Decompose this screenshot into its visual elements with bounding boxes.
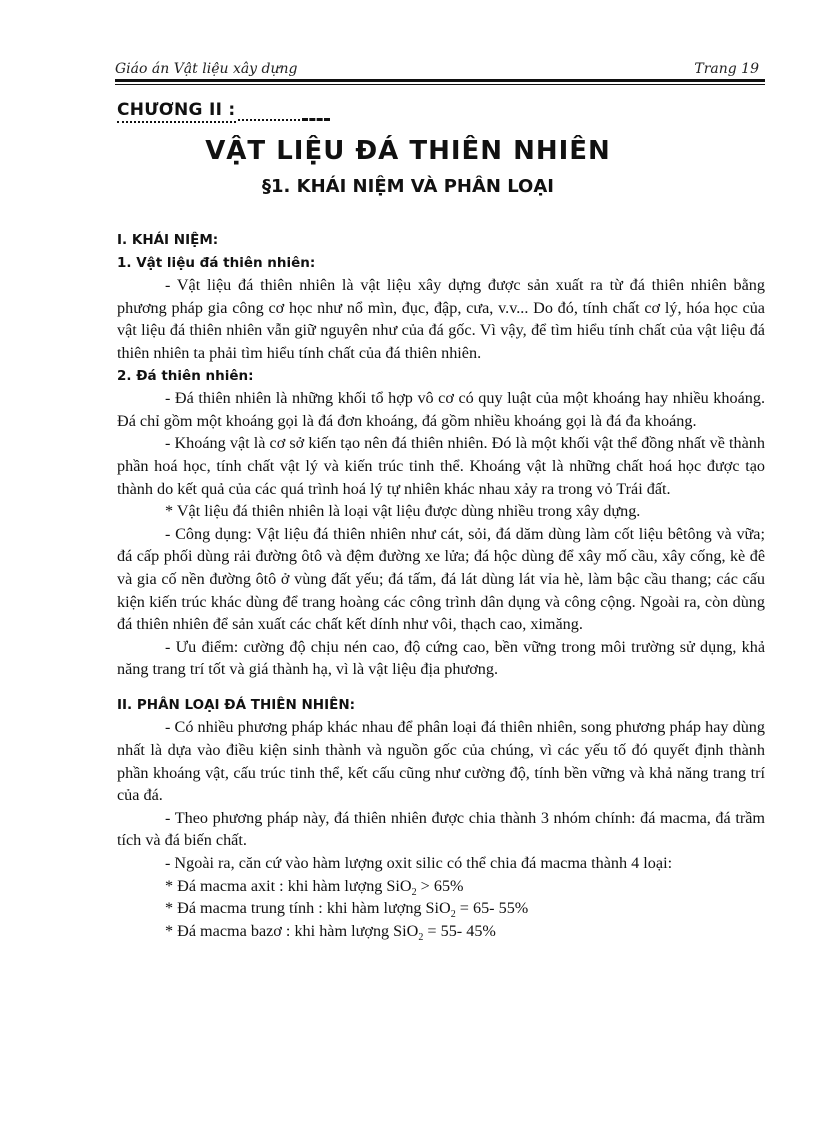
subsection-heading-1-1: 1. Vật liệu đá thiên nhiên:: [117, 254, 316, 271]
paragraph: - Khoáng vật là cơ sở kiến tạo nên đá thiên nhiên. Đó là một khối vật thể đồng nhất về thành phần hoá học, tính chất vật lý và kiến trúc tinh thể. Khoáng vật là những chất hoá học được tạo thành do kết quả của các quá trình hoá lý tự nhiên khác nhau xảy ra trong vỏ Trái đất.: [117, 434, 765, 498]
subscript: 2: [418, 932, 424, 944]
paragraph: - Theo phương pháp này, đá thiên nhiên được chia thành 3 nhóm chính: đá macma, đá trầm tích và đá biến chất.: [117, 808, 765, 850]
chapter-dotted-fill: [238, 119, 300, 121]
paragraph: - Ưu điểm: cường độ chịu nén cao, độ cứng cao, bền vững trong môi trường sử dụng, khả năng trang trí tốt và giá thành hạ, vì là vật liệu địa phương.: [117, 637, 765, 679]
section-gap: [117, 681, 765, 694]
list-item-macma-axit: [117, 875, 765, 898]
subscript: 2: [411, 886, 417, 898]
list-item-text: * Đá macma trung tính : khi hàm lượng SiO: [165, 899, 451, 918]
paragraph: - Ngoài ra, căn cứ vào hàm lượng oxit silic có thể chia đá macma thành 4 loại:: [165, 854, 673, 873]
page-title: VẬT LIỆU ĐÁ THIÊN NHIÊN: [205, 136, 611, 166]
running-header: [115, 58, 765, 80]
chapter-label: [117, 100, 330, 121]
page-subtitle: §1. KHÁI NIỆM VÀ PHÂN LOẠI: [262, 176, 554, 197]
paragraph: - Đá thiên nhiên là những khối tổ hợp vô cơ có quy luật của một khoáng hay nhiều khoáng. Đá chỉ gồm một khoáng gọi là đá đơn khoáng, đá gồm nhiều khoáng gọi là đá đa khoáng.: [117, 389, 765, 430]
list-item-macma-bazo: [117, 920, 765, 943]
paragraph: - Vật liệu đá thiên nhiên là vật liệu xây dựng được sản xuất ra từ đá thiên nhiên bằng phương pháp gia công cơ học như nổ mìn, đục, đập, cưa, v.v... Do đó, tính chất cơ lý, hóa học của vật liệu đá thiên nhiên vẫn giữ nguyên như của đá gốc. Vì vậy, để tìm hiểu tính chất của vật liệu đá thiên nhiên ta phải tìm hiểu tính chất của đá thiên nhiên.: [117, 276, 765, 362]
list-item-value: > 65%: [416, 876, 464, 895]
header-course-title: Giáo án Vật liệu xây dựng: [115, 61, 298, 77]
list-item-value: = 55- 45%: [423, 921, 496, 940]
paragraph: * Vật liệu đá thiên nhiên là loại vật liệu được dùng nhiều trong xây dựng.: [165, 502, 641, 521]
chapter-dash-fill: [302, 118, 330, 121]
header-page-number: Trang 19: [694, 61, 759, 77]
chapter-label-text: CHƯƠNG II :: [117, 100, 236, 123]
document-body: [117, 229, 765, 942]
list-item-value: = 65- 55%: [455, 899, 529, 918]
section-heading-1: I. KHÁI NIỆM:: [117, 232, 219, 248]
paragraph: - Có nhiều phương pháp khác nhau để phân loại đá thiên nhiên, song phương pháp hay dùng nhất là dựa vào điều kiện sinh thành và nguồn gốc của chúng, vì các yếu tố đó quyết định thành phần khoáng vật, cấu trúc tinh thể, kết cấu cũng như cường độ, tính bền vững và khả năng trang trí của đá.: [117, 718, 765, 805]
subscript: 2: [450, 909, 456, 921]
subsection-heading-1-2: 2. Đá thiên nhiên:: [117, 367, 254, 384]
list-item-text: * Đá macma axit : khi hàm lượng SiO: [165, 876, 412, 895]
list-item-text: * Đá macma bazơ : khi hàm lượng SiO: [165, 921, 419, 940]
section-heading-2: II. PHÂN LOẠI ĐÁ THIÊN NHIÊN:: [117, 696, 356, 713]
paragraph: - Công dụng: Vật liệu đá thiên nhiên như cát, sỏi, đá dăm dùng làm cốt liệu bêtông và vữa; đá cấp phối dùng rải đường ôtô và đệm đường xe lửa; đá hộc dùng để xây mố cầu, xây cống, kè đê và gia cố nền đường ôtô ở vùng đất yếu; đá tấm, đá lát dùng lát vỉa hè, làm bậc cầu thang; các cấu kiện kiến trúc khác dùng để trang hoàng các công trình dân dụng và công cộng. Ngoài ra, còn dùng đá thiên nhiên để sản xuất các chất kết dính như vôi, thạch cao, ximăng.: [117, 524, 765, 634]
header-rule-thin: [115, 84, 765, 85]
list-item-macma-trung-tinh: [117, 897, 765, 920]
header-rule-thick: [115, 79, 765, 82]
